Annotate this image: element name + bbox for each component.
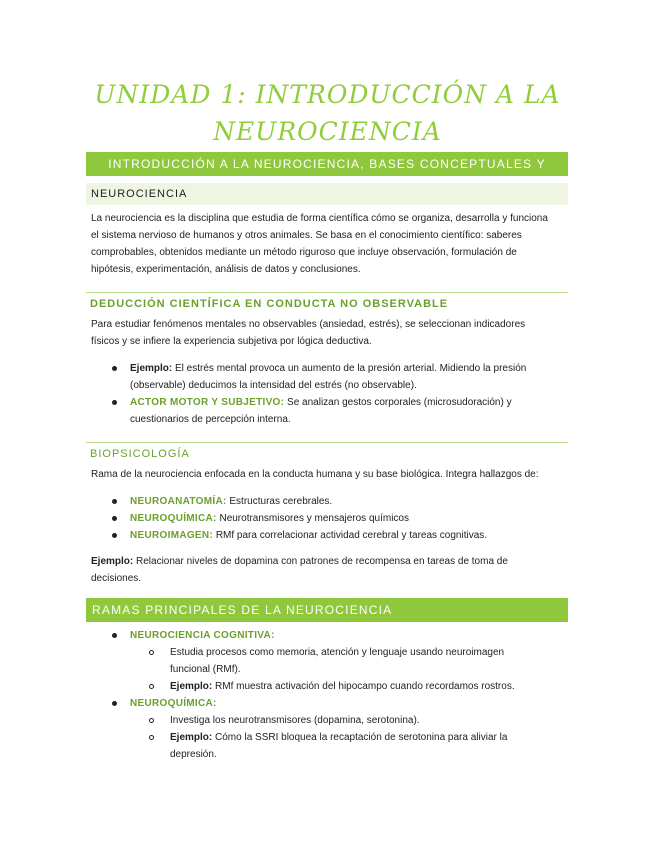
- item-text: Neurotransmisores y mensajeros químicos: [216, 513, 409, 524]
- list-item: [130, 360, 550, 394]
- bullet-icon: [112, 400, 117, 405]
- item-label: NEUROIMAGEN:: [130, 530, 214, 541]
- circle-bullet-icon: [149, 718, 154, 723]
- circle-bullet-icon: [149, 684, 154, 689]
- example-label: Ejemplo:: [91, 556, 134, 567]
- section-band-intro: INTRODUCCIÓN A LA NEUROCIENCIA, BASES CONCEPTUALES Y: [86, 152, 568, 176]
- bullet-icon: [112, 499, 117, 504]
- list-item: [130, 527, 550, 544]
- sub-list-item: [170, 644, 530, 678]
- sub-item-text: Estudia procesos como memoria, atención y lenguaje usando neuroimagen funcional (RMf).: [170, 647, 505, 675]
- bullet-icon: [112, 633, 117, 638]
- sub-list: [170, 712, 530, 763]
- sub-item-text: Investiga los neurotransmisores (dopamina, serotonina).: [170, 715, 420, 726]
- biopsicologia-paragraph: Rama de la neurociencia enfocada en la conducta humana y su base biológica. Integra hallazgos de:: [91, 469, 539, 480]
- sub-list: [170, 644, 530, 695]
- sub-item-label: Ejemplo:: [170, 681, 213, 692]
- heading-deduccion: DEDUCCIÓN CIENTÍFICA EN CONDUCTA NO OBSERVABLE: [86, 292, 568, 312]
- list-item: [130, 510, 550, 527]
- bullet-icon: [112, 366, 117, 371]
- item-text: Estructuras cerebrales.: [226, 496, 333, 507]
- subheading-neurociencia: NEUROCIENCIA: [86, 183, 568, 205]
- item-text: Se analizan gestos corporales (microsudoración) y cuestionarios de percepción interna.: [130, 397, 512, 425]
- page-title: [60, 76, 595, 150]
- biopsicologia-list: [130, 493, 550, 544]
- circle-bullet-icon: [149, 735, 154, 740]
- item-label: ACTOR MOTOR Y SUBJETIVO:: [130, 397, 285, 408]
- sub-list-item: [170, 678, 530, 695]
- item-text: El estrés mental provoca un aumento de la presión arterial. Midiendo la presión (observable) deducimos la intensidad del estrés (no observable).: [130, 363, 527, 391]
- sub-list-item: [170, 729, 530, 763]
- item-label: NEUROANATOMÍA:: [130, 496, 227, 507]
- list-item: [130, 627, 550, 695]
- title-line-1: UNIDAD 1: INTRODUCCIÓN A LA: [94, 80, 561, 109]
- list-item: [130, 493, 550, 510]
- sub-list-item: [170, 712, 530, 729]
- list-item: [130, 695, 550, 763]
- circle-bullet-icon: [149, 650, 154, 655]
- title-line-2: NEUROCIENCIA: [213, 117, 442, 146]
- item-label: NEUROQUÍMICA:: [130, 513, 217, 524]
- bullet-icon: [112, 516, 117, 521]
- deduccion-paragraph: Para estudiar fenómenos mentales no observables (ansiedad, estrés), se seleccionan indicadores físicos y se infiere la experiencia subjetiva por lógica deductiva.: [91, 319, 526, 347]
- item-text: RMf para correlacionar actividad cerebral y tareas cognitivas.: [213, 530, 488, 541]
- list-item: [130, 394, 550, 428]
- branch-label: NEUROCIENCIA COGNITIVA:: [130, 630, 275, 641]
- sub-item-label: Ejemplo:: [170, 732, 213, 743]
- deduccion-list: [130, 360, 550, 428]
- sub-item-text: Cómo la SSRI bloquea la recaptación de serotonina para aliviar la depresión.: [170, 732, 508, 760]
- item-label: Ejemplo:: [130, 363, 173, 374]
- branch-label: NEUROQUÍMICA:: [130, 698, 217, 709]
- ramas-list: [130, 627, 550, 763]
- example-text: Relacionar niveles de dopamina con patrones de recompensa en tareas de toma de decisiones.: [91, 556, 508, 584]
- sub-item-text: RMf muestra activación del hipocampo cuando recordamos rostros.: [212, 681, 515, 692]
- bullet-icon: [112, 701, 117, 706]
- biopsicologia-example: [91, 553, 551, 587]
- section-band-ramas: RAMAS PRINCIPALES DE LA NEUROCIENCIA: [86, 598, 568, 622]
- intro-paragraph: La neurociencia es la disciplina que estudia de forma científica cómo se organiza, desarrolla y funciona el sistema nervioso de humanos y otros animales. Se basa en el conocimiento científico: saberes comprobables, obtenidos mediante un método riguroso que incluye observación, formulación de hipótesis, experimentación, análisis de datos y conclusiones.: [91, 213, 548, 275]
- heading-biopsicologia: BIOPSICOLOGÍA: [86, 442, 568, 462]
- bullet-icon: [112, 533, 117, 538]
